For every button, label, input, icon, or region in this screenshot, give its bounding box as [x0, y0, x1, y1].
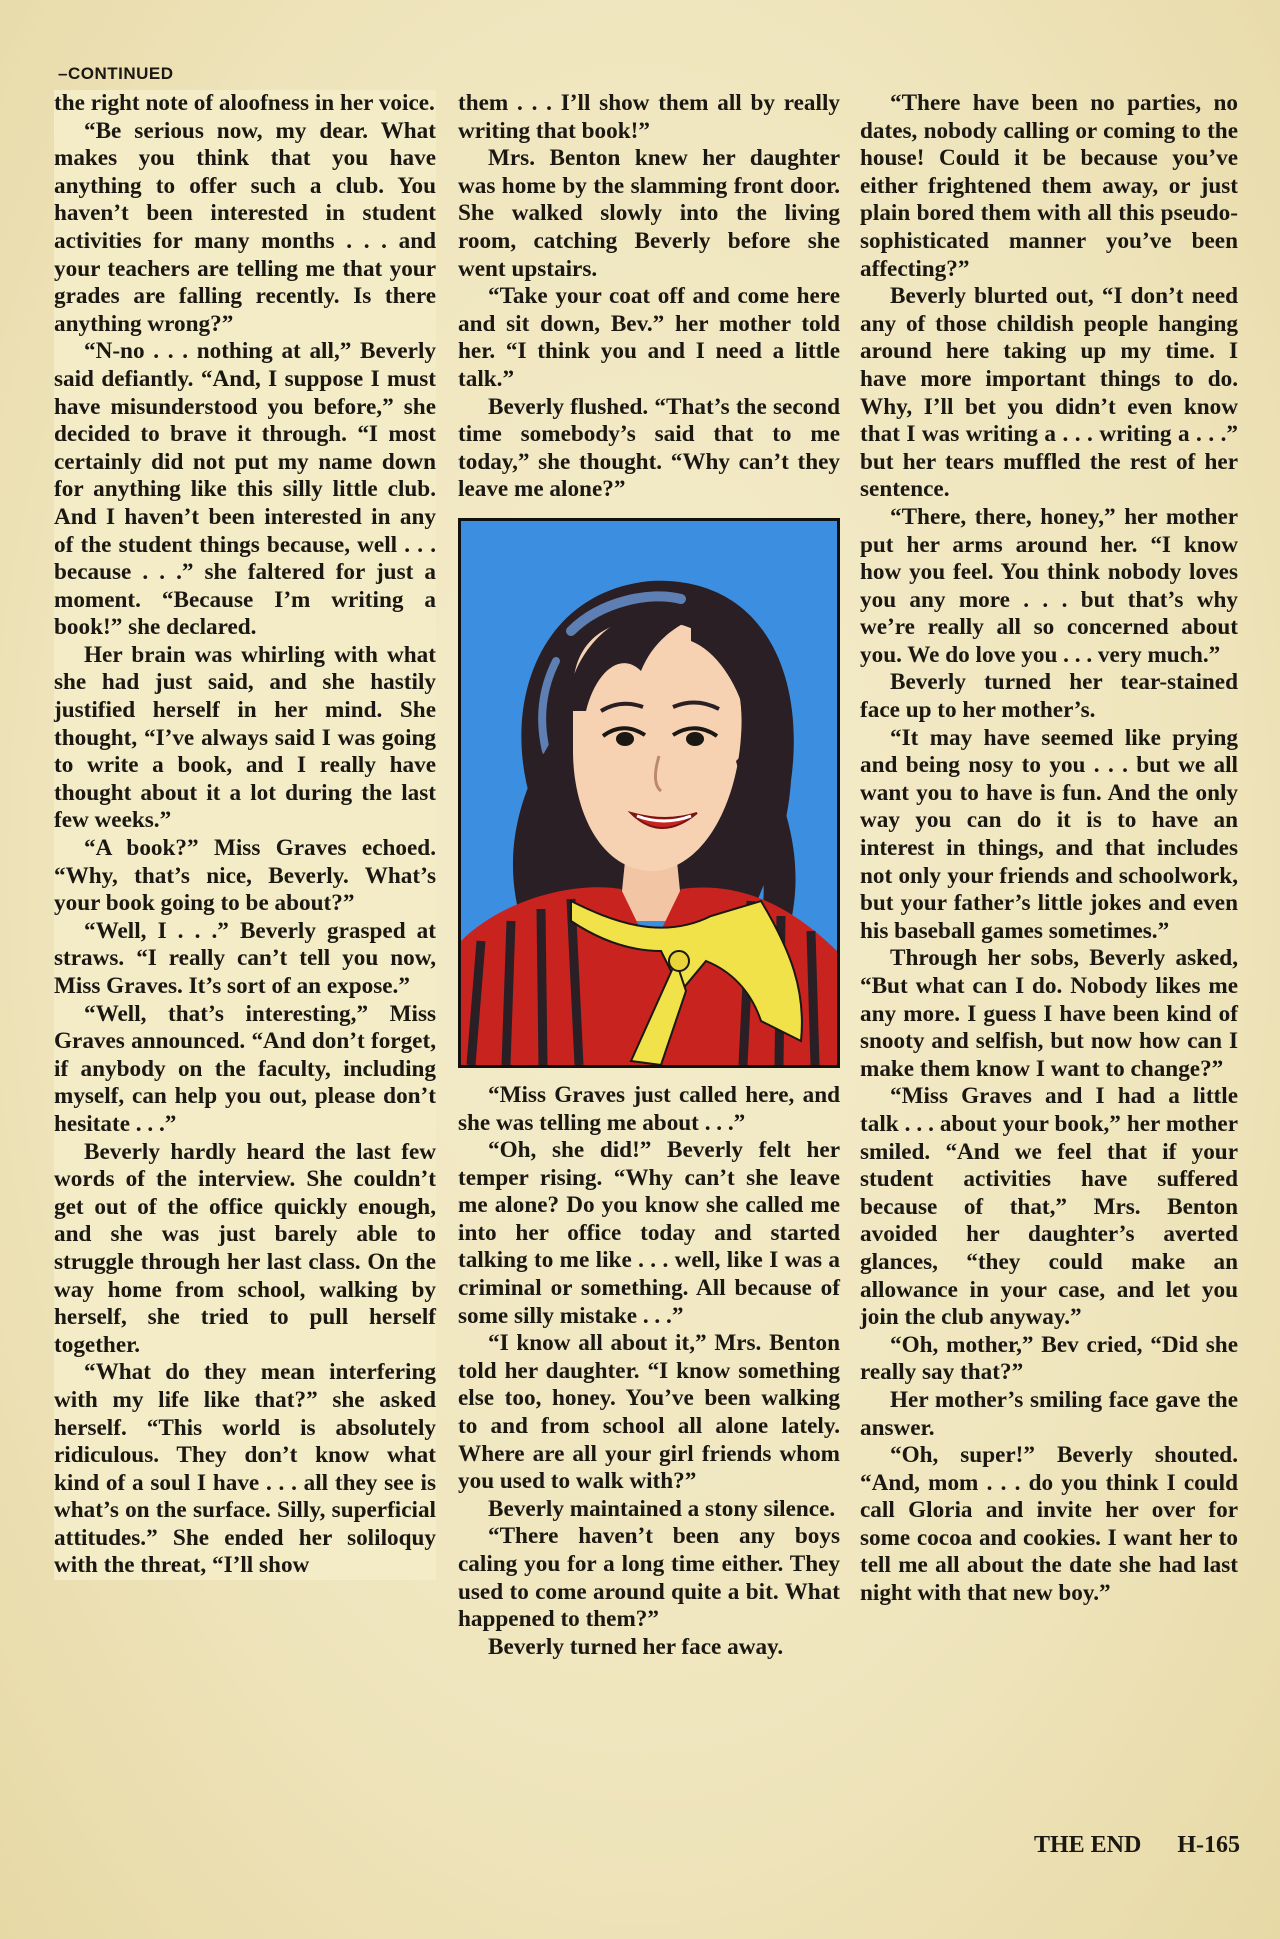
paragraph: “Oh, super!” Beverly shouted. “And, mom . . . do you think I could call Gloria and invite her over for some cocoa and cookies. I want her to tell me all about the date she had last night with that new boy.”	[860, 1442, 1238, 1607]
paragraph: “Miss Graves and I had a little talk . . . about your book,” her mother smiled. “And we feel that if your student activities have suffered because of that,” Mrs. Benton avoided her daughter’s averted glances, “they could make an allowance in your case, and let you join the club anyway.”	[860, 1083, 1238, 1331]
paragraph: Beverly flushed. “That’s the second time somebody’s said that to me today,” she thought. “Why can’t they leave me alone?”	[458, 393, 840, 503]
text-after-panel	[458, 1082, 840, 1661]
beverly-portrait-art	[461, 521, 837, 1065]
paragraph: “Take your coat off and come here and sit down, Bev.” her mother told her. “I think you and I need a little talk.”	[458, 283, 840, 392]
paragraph: “Miss Graves just called here, and she was telling me about . . .”	[458, 1081, 840, 1136]
paragraph: “A book?” Miss Graves echoed. “Why, that’s nice, Beverly. What’s your book going to be about?”	[54, 835, 436, 917]
the-end-label: THE END	[1033, 1832, 1142, 1858]
text-column-3	[860, 90, 1238, 1608]
page-footer	[1034, 1832, 1240, 1859]
paragraph: “Oh, mother,” Bev cried, “Did she really say that?”	[860, 1331, 1238, 1386]
paragraph: Through her sobs, Beverly asked, “But what can I do. Nobody likes me any more. I guess I have been kind of snooty and selfish, but now how can I make them know I want to change?”	[860, 945, 1238, 1082]
paragraph: “Oh, she did!” Beverly felt her temper rising. “Why can’t she leave me alone? Do you know she called me into her office today and started talking to me like . . . well, like I was a criminal or something. All because of some silly mistake . . .”	[458, 1137, 840, 1329]
paragraph: Beverly turned her face away.	[488, 1633, 784, 1660]
paragraph: Mrs. Benton knew her daughter was home by the slamming front door. She walked slowly into the living room, catching Beverly before she went upstairs.	[458, 145, 840, 282]
page-code: H-165	[1177, 1832, 1240, 1858]
paragraph: the right note of aloofness in her voice.	[54, 90, 435, 116]
paragraph: “I know all about it,” Mrs. Benton told her daughter. “I know something else too, honey. You’ve been walking to and from school all alone lately. Where are all your girl friends whom you used to walk with?”	[458, 1330, 840, 1495]
paragraph: Her mother’s smiling face gave the answer.	[860, 1386, 1238, 1441]
paragraph: Beverly hardly heard the last few words of the interview. She couldn’t get out of the office quickly enough, and she was just barely able to struggle through her last class. On the way home from school, walking by herself, she tried to pull herself together.	[54, 1138, 436, 1358]
continued-label: –CONTINUED	[58, 64, 174, 83]
paragraph: “There, there, honey,” her mother put her arms around her. “I know how you feel. You think nobody loves you any more . . . but that’s why we’re really all so concerned about you. We do love you . . . very much.”	[860, 503, 1238, 668]
paragraph: Her brain was whirling with what she had just said, and she hastily justified herself in her mind. She thought, “I’ve always said I was going to write a book, and I really have thought about it a lot during the last few weeks.”	[54, 641, 436, 834]
paragraph: “Be serious now, my dear. What makes you think that you have anything to offer such a club. You haven’t been interested in student activities for many months . . . and your teachers are telling me that your grades are falling recently. Is there anything wrong?”	[54, 117, 436, 337]
paragraph: “N-no . . . nothing at all,” Beverly said defiantly. “And, I suppose I must have misunderstood you before,” she decided to brave it through. “I most certainly did not put my name down for anything like this silly little club. And I haven’t been interested in any of the student things because, well . . . because . . .” she faltered for just a moment. “Because I’m writing a book!” she declared.	[54, 338, 436, 641]
paragraph: “Well, that’s interesting,” Miss Graves announced. “And don’t forget, if anybody on the faculty, including myself, can help you out, please don’t hesitate . . .”	[54, 1000, 436, 1137]
text-column-1	[54, 90, 436, 1580]
portrait-illustration	[458, 518, 840, 1068]
paragraph: “There haven’t been any boys caling you for a long time either. They used to come around quite a bit. What happened to them?”	[458, 1523, 840, 1633]
paragraph: Beverly maintained a stony silence.	[488, 1495, 836, 1522]
paragraph: Beverly blurted out, “I don’t need any of those childish people hanging around here taking up my time. I have more important things to do. Why, I’ll bet you didn’t even know that I was writing a . . . writing a . . .” but her tears muffled the rest of her sentence.	[860, 283, 1238, 503]
paragraph: “It may have seemed like prying and being nosy to you . . . but we all want you to have is fun. And the only way you can do it is to have an interest in things, and that includes not only your friends and schoolwork, but your father’s little jokes and even his baseball games sometimes.”	[860, 724, 1238, 944]
paragraph: “Well, I . . .” Beverly grasped at straws. “I really can’t tell you now, Miss Graves. It’s sort of an expose.”	[54, 917, 436, 999]
paragraph: “There have been no parties, no dates, nobody calling or coming to the house! Could it be because you’ve either frightened them away, or just plain bored them with all this pseudo-sophisticated manner you’ve been affecting?”	[860, 90, 1238, 282]
paragraph: Beverly turned her tear-stained face up to her mother’s.	[860, 669, 1238, 724]
paragraph: them . . . I’ll show them all by really writing that book!”	[458, 90, 840, 144]
paragraph: “What do they mean interfering with my life like that?” she asked herself. “This world is absolutely ridiculous. They don’t know what kind of a soul I have . . . all they see is what’s on the surface. Silly, superficial attitudes.” She ended her soliloquy with the threat, “I’ll show	[54, 1359, 436, 1579]
text-column-2	[458, 90, 840, 1661]
